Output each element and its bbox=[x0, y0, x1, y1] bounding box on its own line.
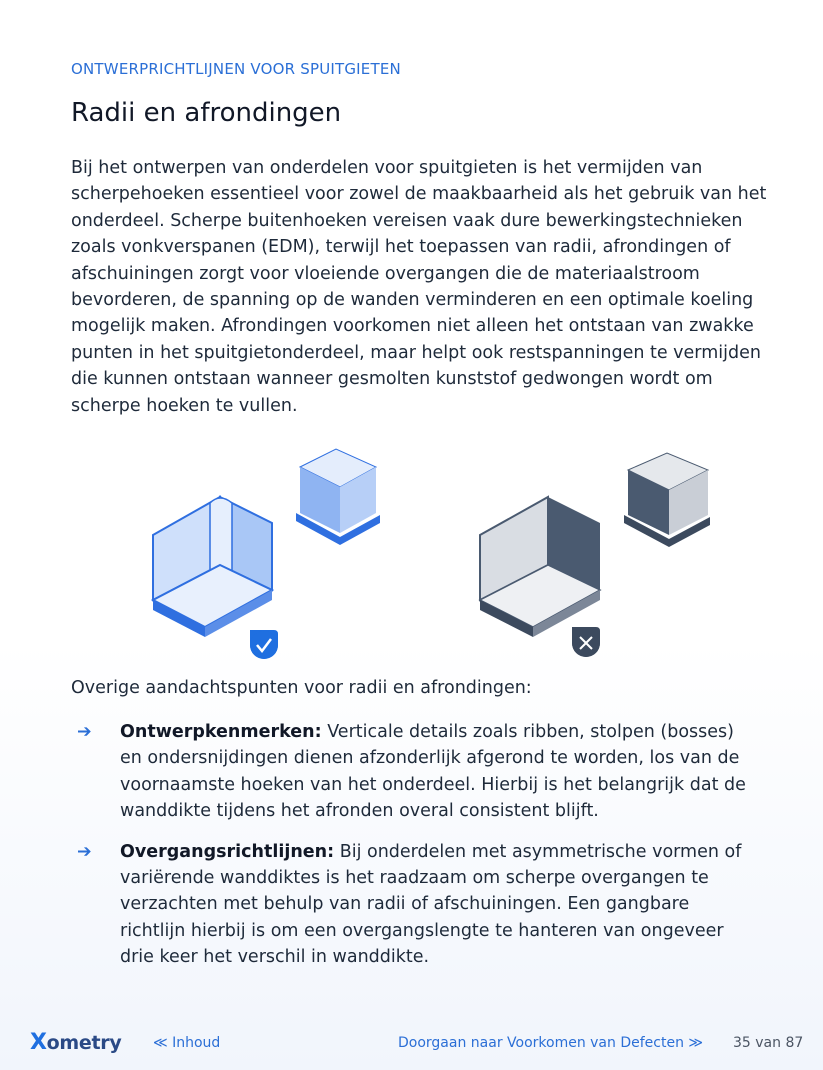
arrow-right-icon: ➔ bbox=[77, 722, 92, 742]
sharp-corner-part bbox=[480, 497, 600, 637]
page-number: 35 van 87 bbox=[733, 1035, 804, 1051]
table-of-contents-link[interactable]: ≪ Inhoud bbox=[153, 1035, 221, 1051]
logo-wordmark: ometry bbox=[46, 1032, 122, 1054]
corner-comparison-svg bbox=[140, 445, 740, 675]
list-item-term: Overgangsrichtlijnen: bbox=[120, 841, 335, 862]
sharp-small-block bbox=[624, 453, 710, 547]
check-mark-icon bbox=[250, 630, 278, 659]
list-item-text: Bij onderdelen met asymmetrische vormen of variërende wanddiktes is het raadzaam om scherpe overgangen te verzachten met behulp van radii of afschuiningen. Een gangbare richtlijn hierbij is om een overgangslengte te hanteren van ongeveer drie keer het verschil in wanddikte. bbox=[120, 841, 742, 968]
logo-mark: X bbox=[30, 1030, 47, 1055]
page-title: Radii en afrondingen bbox=[71, 98, 342, 128]
page-footer bbox=[0, 1030, 823, 1058]
intro-paragraph: Bij het ontwerpen van onderdelen voor spuitgieten is het vermijden van scherpehoeken essentieel voor zowel de maakbaarheid als het gebruik van het onderdeel. Scherpe buitenhoeken vereisen vaak dure bewerkingstechnieken zoals vonkverspanen (EDM), terwijl het toepassen van radii, afrondingen of afschuiningen zorgt voor vloeiende overgangen die de materiaalstroom bevorderen, de spanning op de wanden verminderen en een optimale koeling mogelijk maken. Afrondingen voorkomen niet alleen het ontstaan van zwakke punten in het spuitgietonderdeel, maar helpt ook restspanningen te vermijden die kunnen ontstaan wanneer gesmolten kunststof gedwongen wordt om scherpe hoeken te vullen. bbox=[71, 158, 767, 416]
rounded-small-block bbox=[296, 449, 380, 545]
cross-mark-icon bbox=[572, 627, 600, 657]
corner-illustration bbox=[140, 445, 740, 675]
list-item-term: Ontwerpkenmerken: bbox=[120, 722, 322, 742]
list-item-text: Verticale details zoals ribben, stolpen (bosses) en ondersnijdingen dienen afzonderlijk afgerond te worden, los van de voornaamste hoeken van het onderdeel. Hierbij is het belangrijk dat de wanddikte tijdens het afronden overal consistent blijft. bbox=[120, 722, 746, 822]
xometry-logo[interactable] bbox=[30, 1030, 121, 1055]
page-eyebrow: ONTWERPRICHTLIJNEN VOOR SPUITGIETEN bbox=[71, 60, 401, 78]
considerations-list bbox=[71, 719, 751, 985]
rounded-corner-part bbox=[153, 497, 272, 637]
arrow-right-icon: ➔ bbox=[77, 841, 92, 862]
list-intro: Overige aandachtspunten voor radii en afrondingen: bbox=[71, 678, 532, 698]
list-item bbox=[71, 719, 751, 825]
list-item bbox=[71, 839, 751, 971]
next-section-link[interactable]: Doorgaan naar Voorkomen van Defecten ≫ bbox=[398, 1035, 704, 1051]
